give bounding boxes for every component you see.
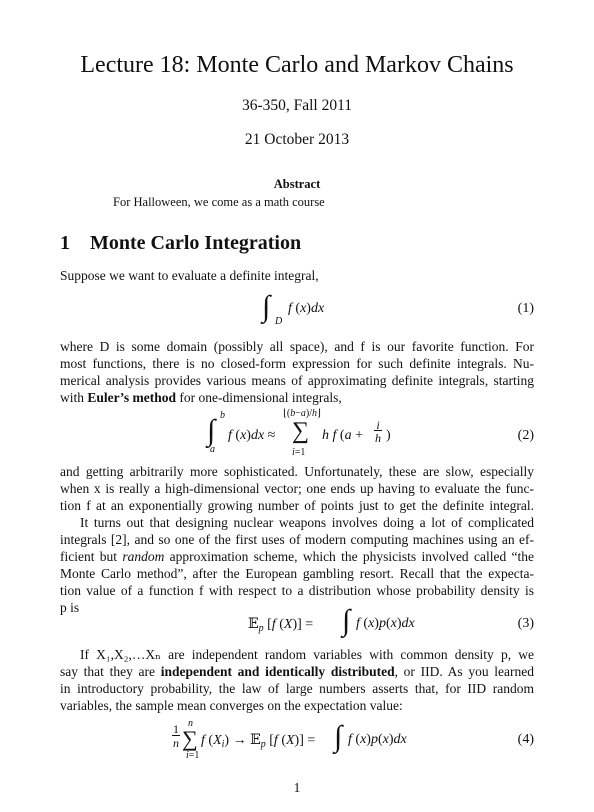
text-line: and getting arbitrarily more sophisticated. Unfortunately, these are slow, especially xyxy=(60,464,534,479)
equation-number: (2) xyxy=(517,428,534,443)
paragraph-intro xyxy=(60,267,534,284)
text-line: variables, the sample mean converges on the expectation value: xyxy=(60,698,403,713)
sum-sign: ∑ xyxy=(292,418,310,444)
text-line: ficient but random approximation scheme, which the physicists involved called “the xyxy=(60,549,534,564)
fraction: 1 n xyxy=(173,722,179,750)
page-number: 1 xyxy=(293,780,301,795)
equation-1: ∫ D f (x)dx (1) xyxy=(262,290,534,327)
section-title: Monte Carlo Integration xyxy=(90,232,302,254)
equation-body: f (x)dx xyxy=(288,301,325,316)
paragraph-sophisticated xyxy=(60,463,534,514)
abstract-heading: Abstract xyxy=(273,177,321,191)
text-line: with Euler’s method for one-dimensional integrals, xyxy=(60,390,342,405)
equation-body: f $(X_i)$ → 𝔼$_p$ [f (X)] = xyxy=(201,733,316,750)
text-line: p is xyxy=(60,600,80,615)
text-line: Monte Carlo method”, after the European gambling resort. Recall that the expecta- xyxy=(60,566,534,581)
paragraph-iid xyxy=(60,646,534,714)
text-line: tion f at an exponentially growing number of points just to get the definite integral. xyxy=(60,498,534,513)
equation-number: (3) xyxy=(517,616,534,631)
italic-term: random xyxy=(122,549,165,564)
text-line: in introductory probability, the law of large numbers asserts that, for IID random xyxy=(60,681,534,696)
sum-sign: ∑ xyxy=(182,726,198,751)
equation-3: 𝔼$_p$ [f (X)] = ∫ f (x)p(x)dx (3) xyxy=(248,604,534,637)
text-line: when x is really a high-dimensional vector; one ends up having to evaluate the func- xyxy=(60,481,534,496)
text-line: Suppose we want to evaluate a definite integral, xyxy=(60,268,319,283)
paragraph-nuclear xyxy=(60,514,534,616)
equation-4: 1 n n ∑ i=1 f $(X_i)$ → 𝔼$_p$ [f (X)] = ∫ f (x)p(x)dx (4) xyxy=(173,718,534,761)
section-heading xyxy=(60,232,301,255)
course-line: 36-350, Fall 2011 xyxy=(241,97,353,114)
text-line: If X₁,X₂,…Xₙ are independent random variables with common density p, we xyxy=(80,647,534,662)
text-line: most functions, there is no closed-form expression for such definite integrals. Nu- xyxy=(60,356,534,371)
integral-sign: ∫ xyxy=(262,290,271,323)
equation-number: (1) xyxy=(517,301,534,316)
abstract-text: For Halloween, we come as a math course xyxy=(113,195,325,209)
text-line: integrals [2], and so one of the first uses of modern computing machines using an ef- xyxy=(60,532,534,547)
section-number: 1 xyxy=(60,232,70,254)
text-line: merical analysis provides various means of approximating definite integrals, starting xyxy=(60,373,534,388)
text-line: It turns out that designing nuclear weapons involves doing a lot of complicated xyxy=(80,515,534,530)
text-line: say that they are independent and identically distributed, or IID. As you learned xyxy=(60,664,534,679)
equation-body: 𝔼$_p$ [f (X)] = xyxy=(248,617,314,634)
equation-body: f (x)dx ≈ xyxy=(228,428,276,443)
integral-sign: ∫ xyxy=(207,414,216,447)
paragraph-euler xyxy=(60,338,534,406)
equation-2: ∫ b a f (x)dx ≈ ⌊(b−a)/h⌋ ∑ i=1 h f (a + i h ) (2) xyxy=(207,408,534,458)
bold-term: independent and identically distributed xyxy=(160,664,395,679)
page-title: Lecture 18: Monte Carlo and Markov Chains xyxy=(80,52,514,78)
bold-term: Euler’s method xyxy=(87,390,177,405)
equation-number: (4) xyxy=(517,732,534,747)
integral-sign: ∫ xyxy=(342,604,351,637)
integral-sign: ∫ xyxy=(334,720,343,753)
date-line: 21 October 2013 xyxy=(244,131,350,148)
text-line: tion value of a function f with respect to a distribution whose probability density is xyxy=(60,583,534,598)
text-line: where D is some domain (possibly all space), and f is our favorite function. For xyxy=(60,339,534,354)
